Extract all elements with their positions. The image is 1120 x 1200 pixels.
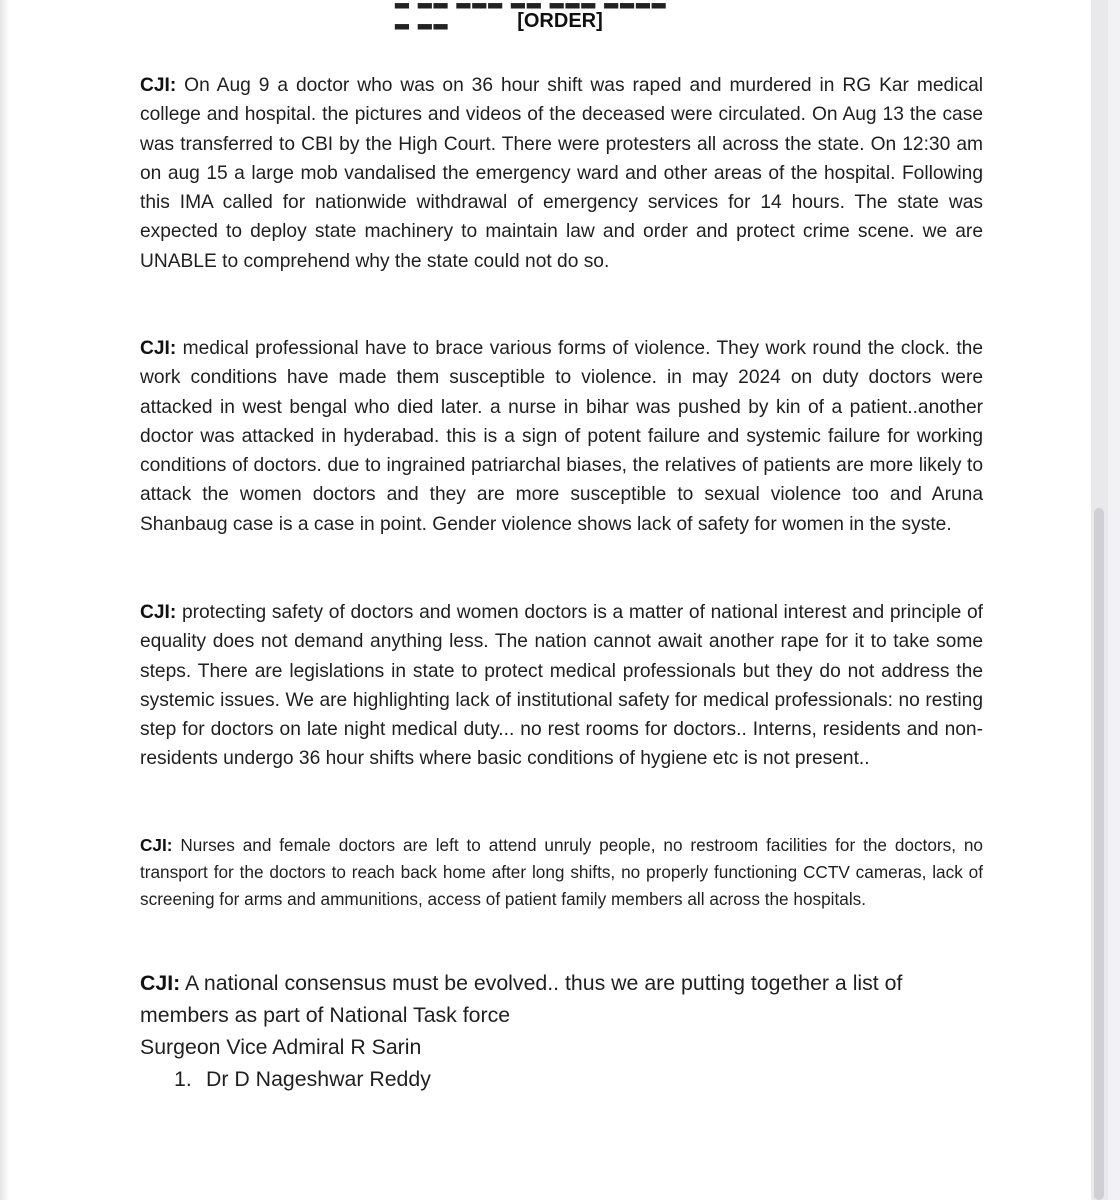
- list-item-name: Dr D Nageshwar Reddy: [206, 1067, 431, 1091]
- order-paragraph-5: [140, 968, 983, 1031]
- order-paragraph-3: [140, 598, 983, 774]
- scrollbar-thumb[interactable]: [1094, 508, 1104, 1200]
- list-item-number: 1.: [174, 1067, 192, 1091]
- page-edge-shadow: [0, 0, 10, 1200]
- speaker-label: CJI:: [140, 75, 177, 96]
- order-paragraph-2: [140, 334, 983, 539]
- speaker-label: CJI:: [140, 835, 173, 855]
- cropped-top-line: ▂ ▂▂: [395, 9, 450, 29]
- speaker-label: CJI:: [140, 338, 177, 359]
- paragraph-text: On Aug 9 a doctor who was on 36 hour shift was raped and murdered in RG Kar medical college and hospital. the pictures and videos of the deceased were circulated. On Aug 13 the case was transferred to CBI by the High Court. There were protesters all across the state. On 12:30 am on aug 15 a large mob vandalised the emergency ward and other areas of the hospital. Following this IMA called for nationwide withdrawal of emergency services for 14 hours. The state was expected to deploy state machinery to maintain law and order and protect crime scene. we are UNABLE to comprehend why the state could not do so.: [140, 75, 983, 272]
- order-heading: [ORDER]: [517, 10, 603, 32]
- speaker-label: CJI:: [140, 602, 177, 623]
- paragraph-text: Nurses and female doctors are left to attend unruly people, no restroom facilities for the doctors, no transport for the doctors to reach back home after long shifts, no properly functioning CCTV cameras, lack of screening for arms and ammunitions, access of patient family members all across the hospitals.: [140, 835, 983, 909]
- order-paragraph-1: [140, 71, 983, 276]
- list-item: [174, 1064, 431, 1096]
- order-paragraph-4: [140, 832, 983, 913]
- paragraph-text: A national consensus must be evolved.. thus we are putting together a list of members as part of National Task force: [140, 971, 903, 1027]
- paragraph-text: protecting safety of doctors and women doctors is a matter of national interest and principle of equality does not demand anything less. The nation cannot await another rape for it to take some steps. There are legislations in state to protect medical professionals but they do not address the systemic issues. We are highlighting lack of institutional safety for medical professionals: no resting step for doctors on late night medical duty... no rest rooms for doctors.. Interns, residents and non-residents undergo 36 hour shifts where basic conditions of hygiene etc is not present..: [140, 602, 983, 770]
- task-force-member-list: [174, 1064, 431, 1096]
- task-force-member-line: Surgeon Vice Admiral R Sarin: [140, 1035, 422, 1059]
- speaker-label: CJI:: [140, 971, 181, 995]
- paragraph-text: medical professional have to brace various forms of violence. They work round the clock. the work conditions have made them susceptible to violence. in may 2024 on duty doctors were attacked in west bengal who died later. a nurse in bihar was pushed by kin of a patient..another doctor was attacked in hyderabad. this is a sign of potent failure and systemic failure for working conditions of doctors. due to ingrained patriarchal biases, the relatives of patients are more likely to attack the women doctors and they are more susceptible to sexual violence too and Aruna Shanbaug case is a case in point. Gender violence shows lack of safety for women in the syste.: [140, 338, 983, 535]
